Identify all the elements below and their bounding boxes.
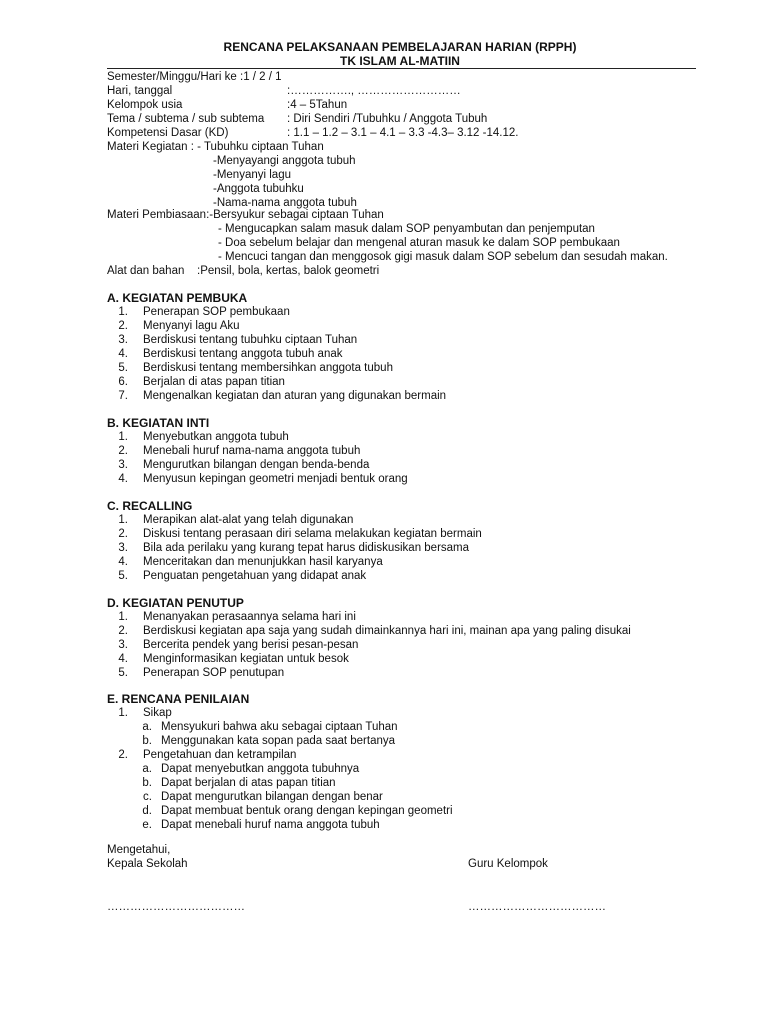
group-value: :4 – 5Tahun — [287, 99, 348, 111]
section-d-title: D. KEGIATAN PENUTUP — [107, 596, 244, 610]
list-item: Menyebutkan anggota tubuh — [143, 431, 289, 443]
list-item: Menebali huruf nama-nama anggota tubuh — [143, 445, 361, 457]
section-c-title: C. RECALLING — [107, 499, 193, 513]
list-item: Menyanyi lagu Aku — [143, 320, 240, 332]
assessment-item: Dapat mengurutkan bilangan dengan benar — [161, 791, 383, 803]
title-rule — [107, 68, 696, 69]
assessment-item: Dapat membuat bentuk orang dengan kepingan geometri — [161, 805, 453, 817]
document-title: RENCANA PELAKSANAAN PEMBELAJARAN HARIAN (RPPH) — [223, 40, 577, 54]
list-item: Mengurutkan bilangan dengan benda-benda — [143, 459, 370, 471]
materi-label: Materi Kegiatan : - Tubuhku ciptaan Tuhan — [107, 141, 324, 153]
list-item: Menanyakan perasaannya selama hari ini — [143, 611, 356, 623]
list-item: Berdiskusi tentang tubuhku ciptaan Tuhan — [143, 334, 358, 346]
assessment-item: Menggunakan kata sopan pada saat bertanya — [161, 735, 396, 747]
kd-value: : 1.1 – 1.2 – 3.1 – 4.1 – 3.3 -4.3– 3.12 -14.12. — [287, 127, 519, 139]
list-item: Berdiskusi tentang membersihkan anggota tubuh — [143, 362, 393, 374]
list-item: Menyusun kepingan geometri menjadi bentuk orang — [143, 473, 408, 485]
theme-value: : Diri Sendiri /Tubuhku / Anggota Tubuh — [287, 113, 488, 125]
materi-item: -Menyanyi lagu — [213, 169, 291, 181]
teacher-signature-line: ……………………………… — [468, 901, 606, 913]
assessment-item: Dapat menebali huruf nama anggota tubuh — [161, 819, 380, 831]
list-item: Bercerita pendek yang berisi pesan-pesan — [143, 639, 359, 651]
teacher-label: Guru Kelompok — [468, 858, 548, 870]
list-item: Mengenalkan kegiatan dan aturan yang digunakan bermain — [143, 390, 447, 402]
pembiasaan-label: Materi Pembiasaan:-Bersyukur sebagai ciptaan Tuhan — [107, 209, 384, 221]
list-item: Penguatan pengetahuan yang didapat anak — [143, 570, 367, 582]
principal-signature-line: ……………………………… — [107, 901, 245, 913]
date-label: Hari, tanggal — [107, 85, 173, 97]
section-e-title: E. RENCANA PENILAIAN — [107, 692, 250, 706]
list-item: Berdiskusi tentang anggota tubuh anak — [143, 348, 343, 360]
tools-value: :Pensil, bola, kertas, balok geometri — [197, 265, 380, 277]
pembiasaan-item: - Doa sebelum belajar dan mengenal aturan masuk ke dalam SOP pembukaan — [218, 237, 620, 249]
section-a-title: A. KEGIATAN PEMBUKA — [107, 291, 248, 305]
materi-item: -Menyayangi anggota tubuh — [213, 155, 356, 167]
knowing-label: Mengetahui, — [107, 844, 171, 856]
group-label: Kelompok usia — [107, 99, 183, 111]
assessment-item: Dapat menyebutkan anggota tubuhnya — [161, 763, 360, 775]
list-item: Berjalan di atas papan titian — [143, 376, 285, 388]
school-name: TK ISLAM AL-MATIIN — [340, 54, 460, 68]
list-item: Menceritakan dan menunjukkan hasil karyanya — [143, 556, 383, 568]
semester-label: Semester/Minggu/Hari ke — [107, 71, 237, 83]
assessment-item: Dapat berjalan di atas papan titian — [161, 777, 336, 789]
theme-label: Tema / subtema / sub subtema — [107, 113, 265, 125]
tools-label: Alat dan bahan — [107, 265, 185, 277]
assessment-group-label: Pengetahuan dan ketrampilan — [143, 749, 297, 761]
list-item: Bila ada perilaku yang kurang tepat harus didiskusikan bersama — [143, 542, 470, 554]
materi-item: -Nama-nama anggota tubuh — [213, 197, 357, 209]
date-value: :……………., ……………………… — [287, 85, 461, 97]
list-item: Penerapan SOP pembukaan — [143, 306, 290, 318]
section-b-title: B. KEGIATAN INTI — [107, 416, 210, 430]
materi-item: -Anggota tubuhku — [213, 183, 304, 195]
pembiasaan-item: - Mengucapkan salam masuk dalam SOP penyambutan dan penjemputan — [218, 223, 595, 235]
document-page: RENCANA PELAKSANAAN PEMBELAJARAN HARIAN (RPPH) TK ISLAM AL-MATIIN Semester/Minggu/Hari ke :1 / 2 / 1 Hari, tanggal :……………., ……………………… Kelompok usia :4 – 5Tahun Tema / subtema / sub subtema : Diri Sendiri /Tubuhku / Anggota Tubuh Kompetensi Dasar (KD) : 1.1 – 1.2 – 3.1 – 4.1 – 3.3 -4.3– 3.12 -14.12. Materi Kegiatan : - Tubuhku ciptaan Tuhan -Menyayangi anggota tubuh -Menyanyi lagu -Anggota tubuhku -Nama-nama anggota tubuh Materi Pembiasaan:-Bersyukur sebagai ciptaan Tuhan - Mengucapkan salam masuk dalam SOP penyambutan dan penjemputan - Doa sebelum belajar dan mengenal aturan masuk ke dalam SOP pembukaan - Mencuci tangan dan menggosok gigi masuk dalam SOP sebelum dan sesudah makan. Alat dan bahan :Pensil, bola, kertas, balok geometri A. KEGIATAN PEMBUKA 1. Penerapan SOP pembukaan 2. Menyanyi lagu Aku 3. Berdiskusi tentang tubuhku ciptaan Tuhan 4. Berdiskusi tentang anggota tubuh anak 5. Berdiskusi tentang membersihkan anggota tubuh 6. Berjalan di atas papan titian 7. Mengenalkan kegiatan dan aturan yang digunakan bermain B. KEGIATAN INTI 1. Menyebutkan anggota tubuh 2. Menebali huruf nama-nama anggota tubuh 3. Mengurutkan bilangan dengan benda-benda 4. Menyusun kepingan geometri menjadi bentuk orang C. RECALLING 1. Merapikan alat-alat yang telah digunakan 2. Diskusi tentang perasaan diri selama melakukan kegiatan bermain 3. Bila ada perilaku yang kurang tepat harus didiskusikan bersama 4. Menceritakan dan menunjukkan hasil karyanya 5. Penguatan pengetahuan yang didapat anak D. KEGIATAN PENUTUP 1. Menanyakan perasaannya selama hari ini 2. Berdiskusi kegiatan apa saja yang sudah dimainkannya hari ini, mainan apa yang paling disukai 3. Bercerita pendek yang berisi pesan-pesan 4. Menginformasikan kegiatan untuk besok 5. Penerapan SOP penutupan E. RENCANA PENILAIAN 1. Sikap a. Mensyukuri bahwa aku sebagai ciptaan Tuhan b. Menggunakan kata sopan pada saat bertanya 2. Pengetahuan dan ketrampilan a. Dapat menyebutkan anggota tubuhnya b. Dapat berjalan di atas papan titian c. Dapat mengurutkan bilangan dengan benar d. Dapat membuat bentuk orang dengan kepingan geometri e. Dapat menebali huruf nama anggota tubuh Mengetahui, Kepala Sekolah Guru Kelompok ……………………………… ……………………………… — [0, 0, 768, 1024]
semester-value: :1 / 2 / 1 — [240, 71, 282, 83]
assessment-item: Mensyukuri bahwa aku sebagai ciptaan Tuhan — [161, 721, 398, 733]
list-item: Menginformasikan kegiatan untuk besok — [143, 653, 349, 665]
list-item: Merapikan alat-alat yang telah digunakan — [143, 514, 354, 526]
principal-label: Kepala Sekolah — [107, 858, 188, 870]
kd-label: Kompetensi Dasar (KD) — [107, 127, 229, 139]
list-item: Berdiskusi kegiatan apa saja yang sudah dimainkannya hari ini, mainan apa yang paling disukai — [143, 625, 631, 637]
assessment-group-label: Sikap — [143, 707, 172, 719]
list-item: Penerapan SOP penutupan — [143, 667, 285, 679]
pembiasaan-item: - Mencuci tangan dan menggosok gigi masuk dalam SOP sebelum dan sesudah makan. — [218, 251, 668, 263]
list-item: Diskusi tentang perasaan diri selama melakukan kegiatan bermain — [143, 528, 482, 540]
